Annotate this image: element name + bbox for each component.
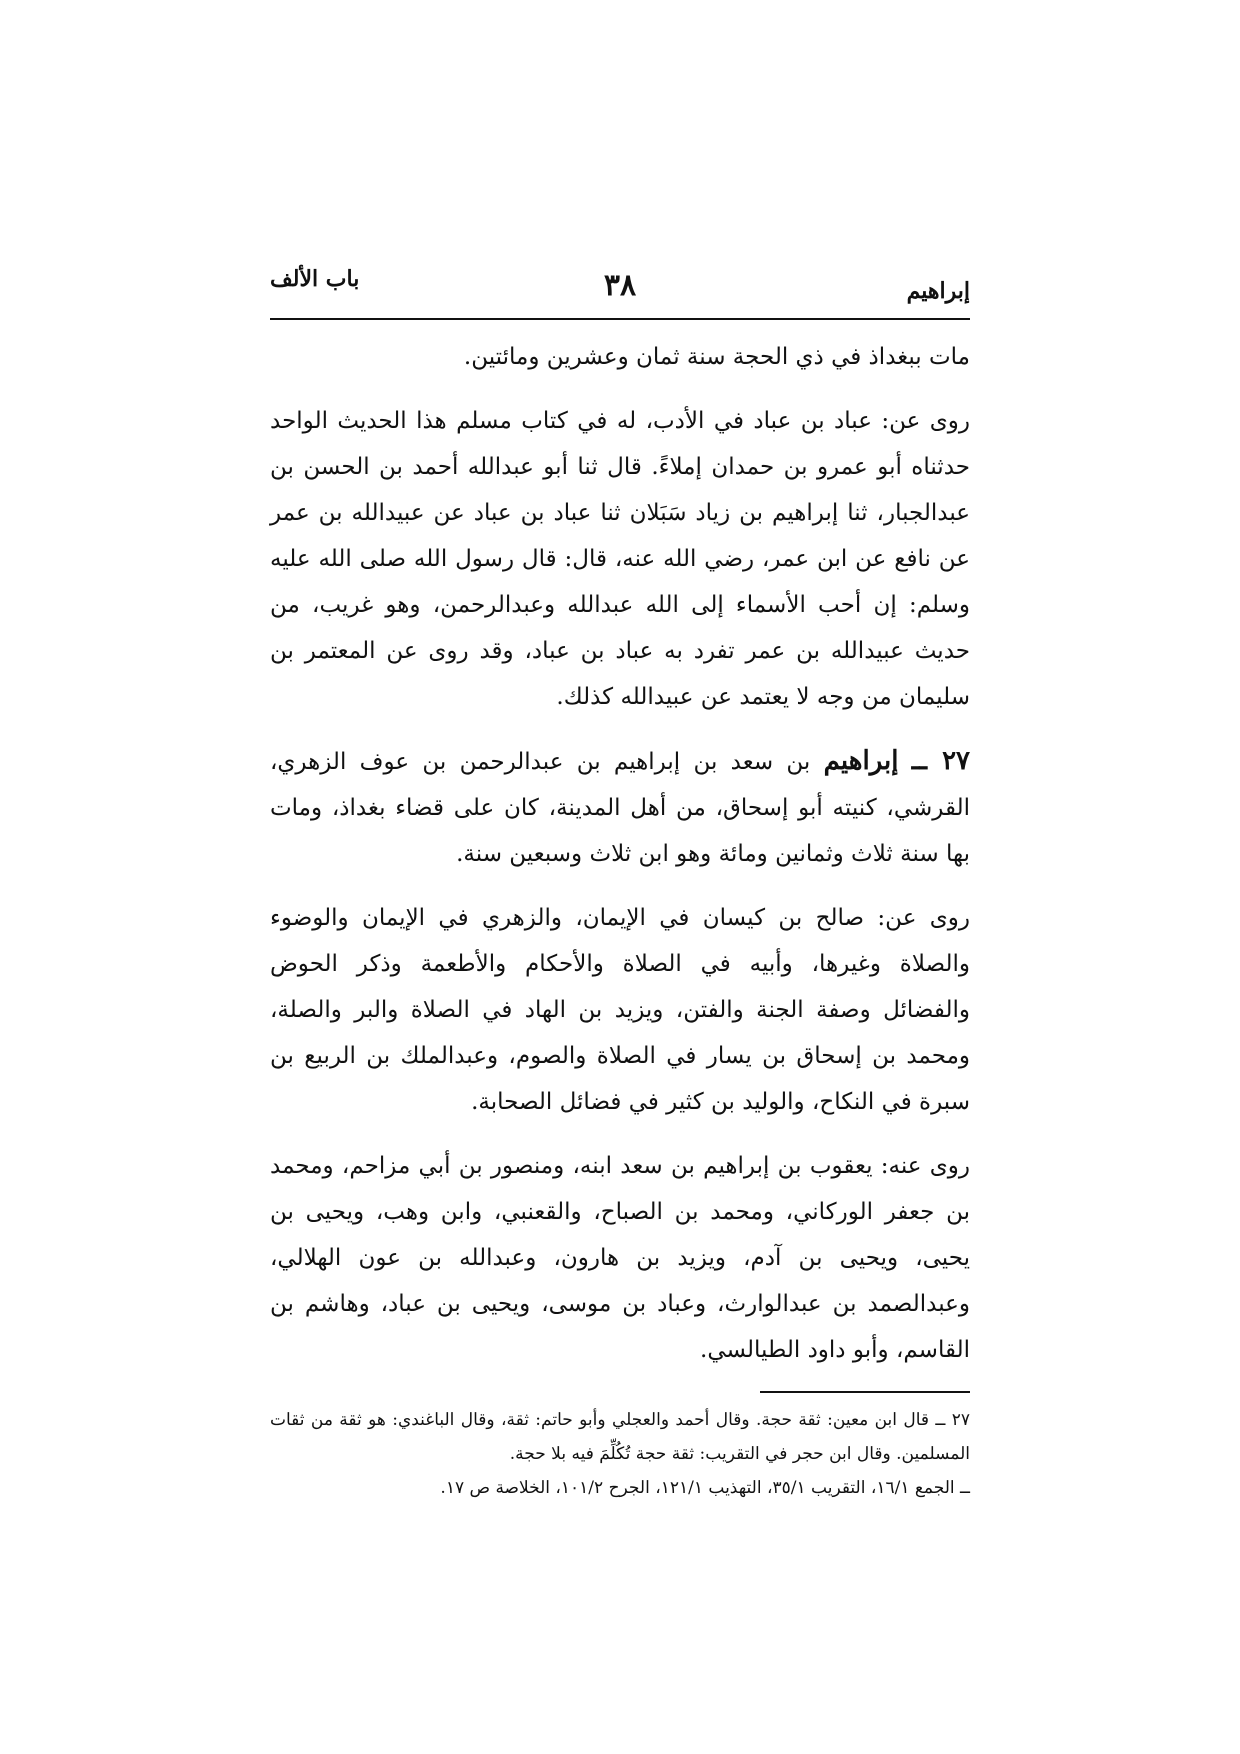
header-entry-name: إبراهيم (906, 278, 970, 304)
entry-name: إبراهيم (823, 746, 899, 776)
entry-27 (270, 738, 970, 877)
book-page (270, 260, 970, 1505)
page-number: ٣٨ (603, 268, 637, 303)
paragraph-narrated-from: روى عن: عباد بن عباد في الأدب، له في كتاب مسلم هذا الحديث الواحد حدثناه أبو عمرو بن حمدان إملاءً. قال ثنا أبو عبدالله أحمد بن الحسن بن عبدالجبار، ثنا إبراهيم بن زياد سَبَلان ثنا عباد بن عباد عن عبيدالله بن عمر عن نافع عن ابن عمر، رضي الله عنه، قال: قال رسول الله صلى الله عليه وسلم: إن أحب الأسماء إلى الله عبدالله وعبدالرحمن، وهو غريب، من حديث عبيدالله بن عمر تفرد به عباد بن عباد، وقد روى عن المعتمر بن سليمان من وجه لا يعتمد عن عبيدالله كذلك. (270, 408, 970, 710)
header-chapter-title: باب الألف (270, 266, 360, 292)
footnotes (270, 1403, 970, 1505)
running-header (270, 260, 970, 320)
footnote-divider (760, 1391, 970, 1393)
page-body (270, 334, 970, 1373)
paragraph-death-note: مات ببغداذ في ذي الحجة سنة ثمان وعشرين ومائتين. (463, 344, 970, 370)
paragraph-teachers: روى عن: صالح بن كيسان في الإيمان، والزهري في الإيمان والوضوء والصلاة وغيرها، وأبيه في الصلاة والأحكام والأطعمة وذكر الحوض والفضائل وصفة الجنة والفتن، ويزيد بن الهاد في الصلاة والبر والصلة، ومحمد بن إسحاق بن يسار في الصلاة والصوم، وعبدالملك بن الربيع بن سبرة في النكاح، والوليد بن كثير في فضائل الصحابة. (270, 905, 970, 1115)
footnote-grading: ٢٧ ــ قال ابن معين: ثقة حجة. وقال أحمد والعجلي وأبو حاتم: ثقة، وقال الباغندي: هو ثقة من ثقات المسلمين. وقال ابن حجر في التقريب: ثقة حجة تُكُلِّمَ فيه بلا حجة. (270, 1410, 970, 1464)
paragraph-students: روى عنه: يعقوب بن إبراهيم بن سعد ابنه، ومنصور بن أبي مزاحم، ومحمد بن جعفر الوركاني، ومحمد بن الصباح، والقعنبي، وابن وهب، ويحيى بن يحيى، ويحيى بن آدم، ويزيد بن هارون، وعبدالله بن عون الهلالي، وعبدالصمد بن عبدالوارث، وعباد بن موسى، ويحيى بن عباد، وهاشم بن القاسم، وأبو داود الطيالسي. (270, 1153, 970, 1363)
footnote-sources: ــ الجمع ١٦/١، التقريب ٣٥/١، التهذيب ١٢١/١، الجرح ١٠١/٢، الخلاصة ص ١٧. (440, 1478, 970, 1498)
entry-number: ٢٧ ــ (911, 746, 971, 776)
entry-text: بن سعد بن إبراهيم بن عبدالرحمن بن عوف الزهري، القرشي، كنيته أبو إسحاق، من أهل المدينة، كان على قضاء بغداذ، ومات بها سنة ثلاث وثمانين ومائة وهو ابن ثلاث وسبعين سنة. (270, 749, 970, 867)
